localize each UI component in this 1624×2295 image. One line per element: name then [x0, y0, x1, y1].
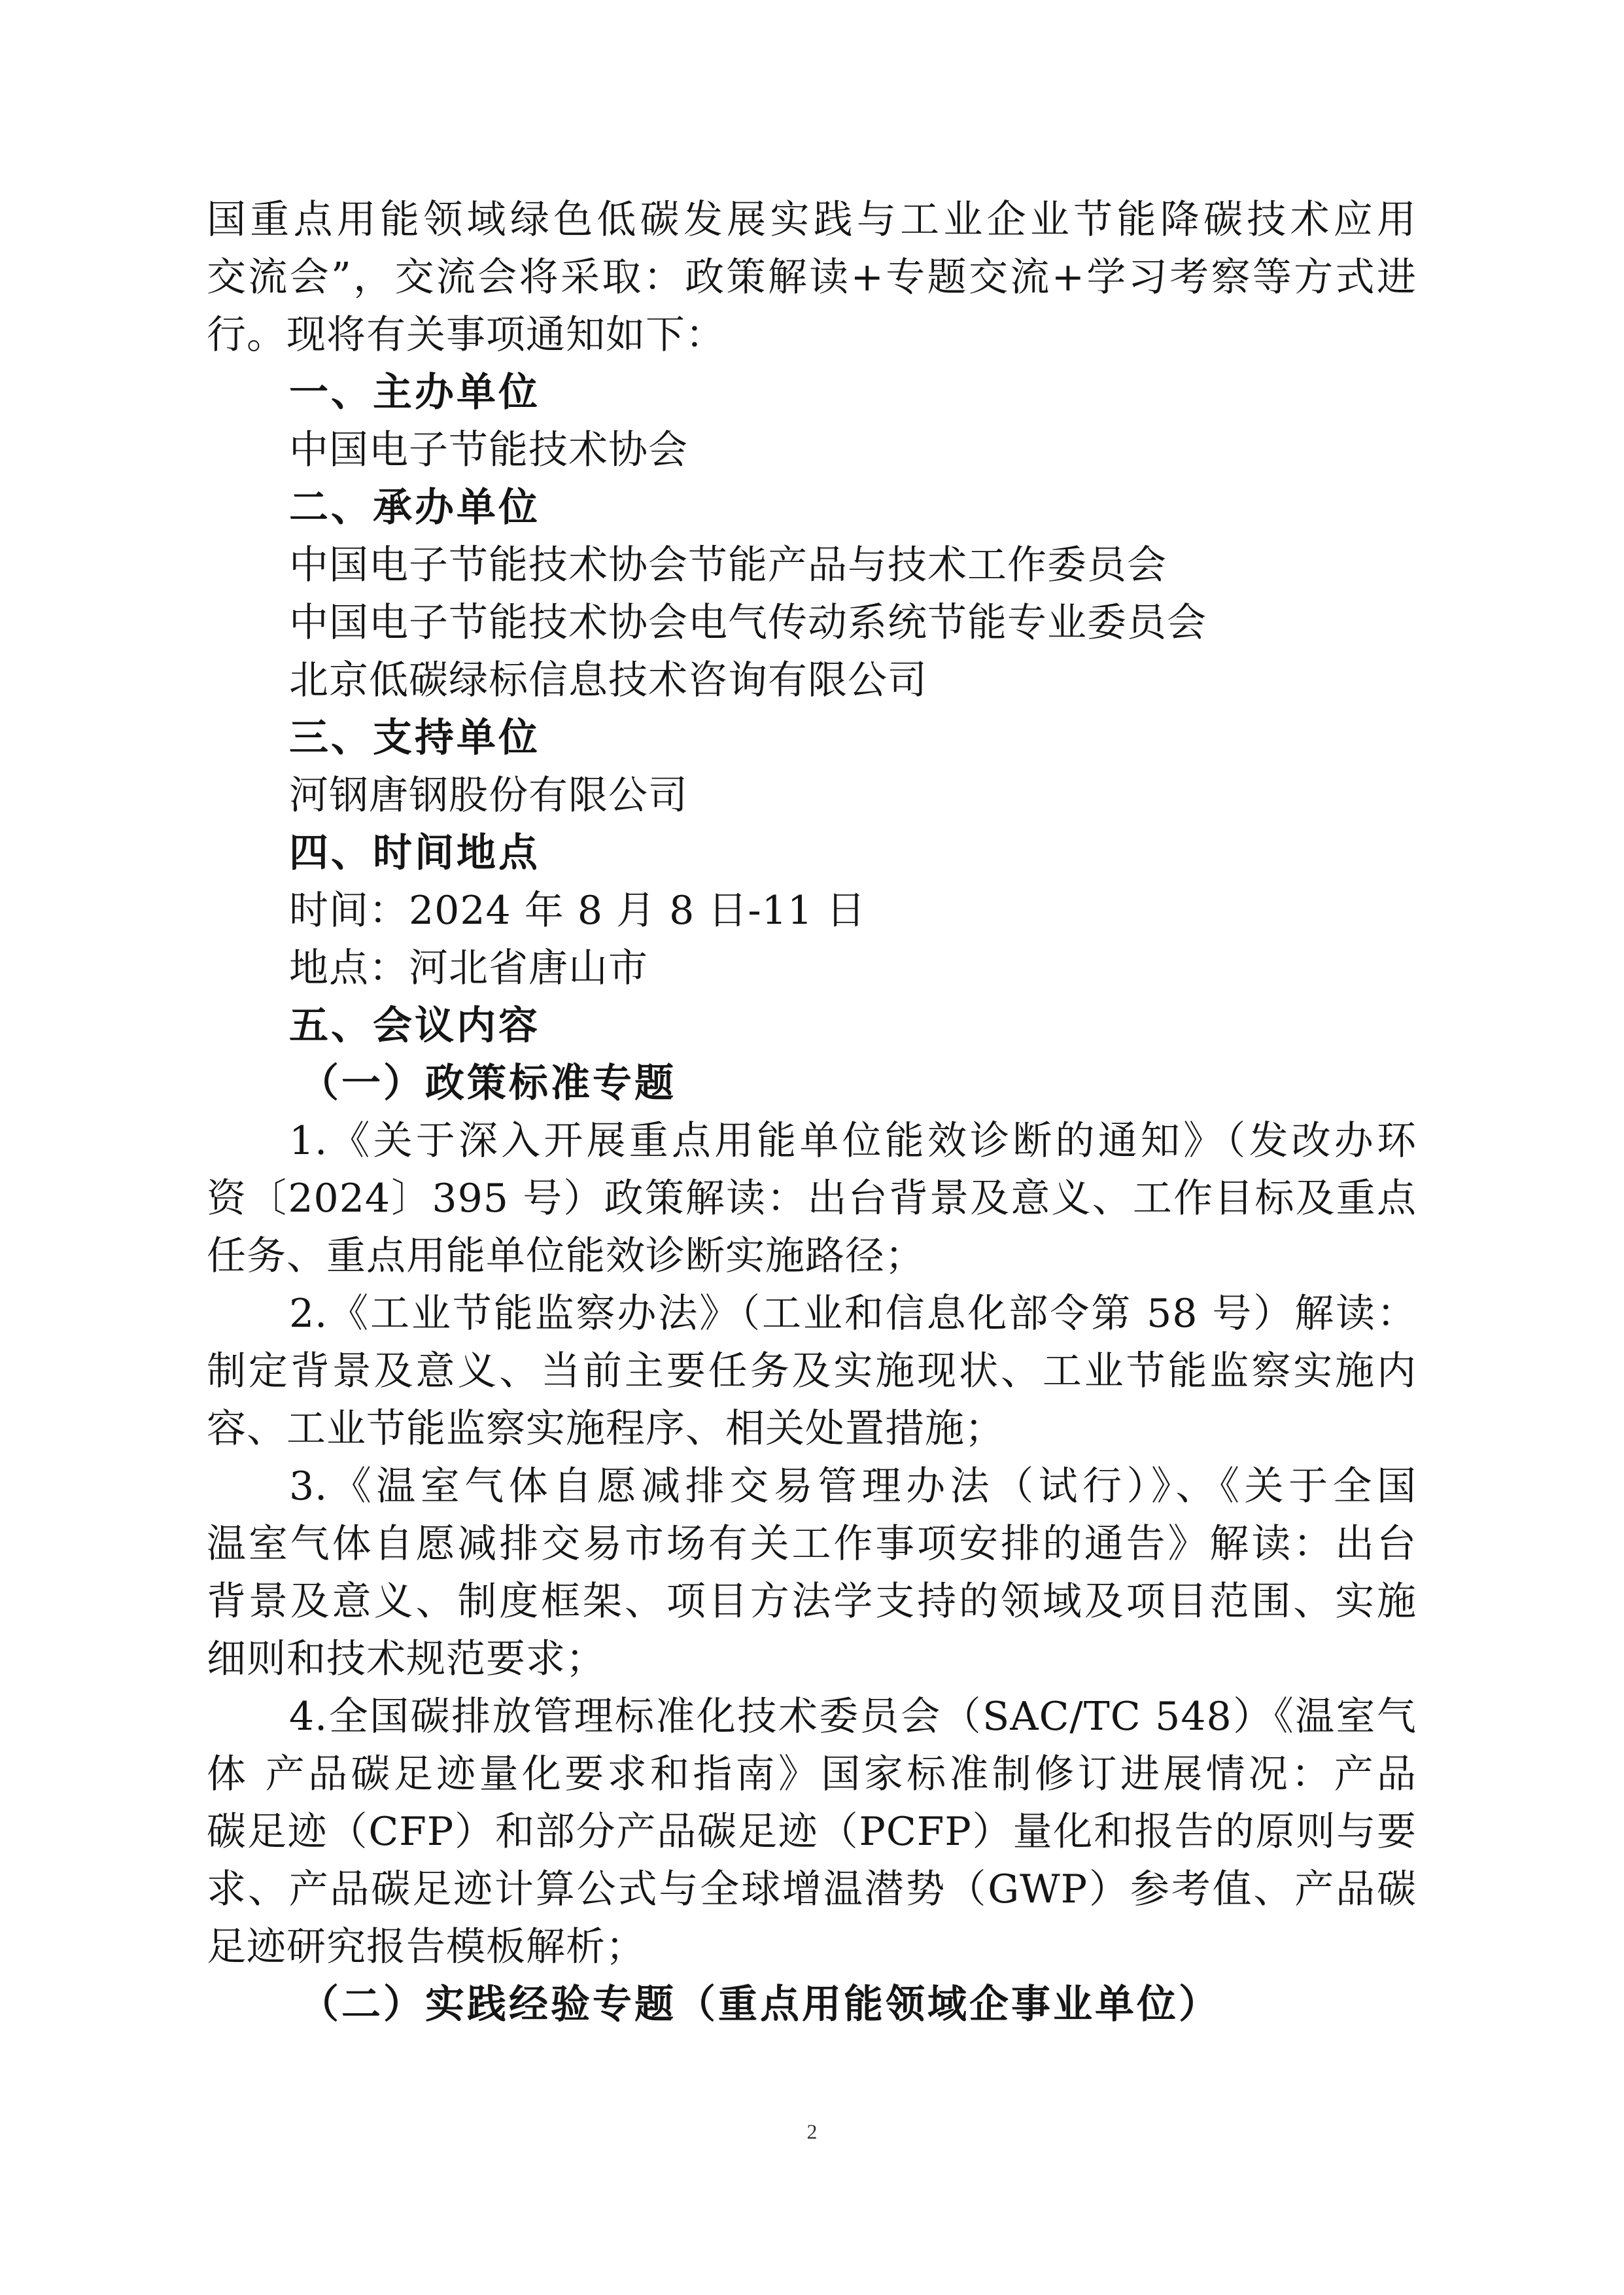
co-organizer-item: 中国电子节能技术协会电气传动系统节能专业委员会: [289, 600, 1207, 646]
subsection-heading-policy: （一）政策标准专题: [300, 1060, 676, 1106]
policy-item-4-line: 4.全国碳排放管理标准化技术委员会（SAC/TC 548）《温室气: [289, 1694, 1417, 1740]
intro-line: 国重点用能领域绿色低碳发展实践与工业企业节能降碳技术应用: [207, 197, 1417, 243]
co-organizer-item: 北京低碳绿标信息技术咨询有限公司: [289, 657, 927, 703]
policy-item-4-line: 足迹研究报告模板解析；: [207, 1924, 646, 1970]
section-heading-time-place: 四、时间地点: [289, 830, 540, 876]
policy-item-2-line: 容、工业节能监察实施程序、相关处置措施；: [207, 1406, 1005, 1452]
co-organizer-item: 中国电子节能技术协会节能产品与技术工作委员会: [289, 542, 1167, 588]
organizer-item: 中国电子节能技术协会: [289, 427, 688, 473]
supporter-item: 河钢唐钢股份有限公司: [289, 773, 688, 818]
intro-line: 行。现将有关事项通知如下：: [207, 312, 725, 358]
policy-item-1-line: 1.《关于深入开展重点用能单位能效诊断的通知》（发改办环: [289, 1118, 1417, 1164]
subsection-heading-practice: （二）实践经验专题（重点用能领域企事业单位）: [300, 1982, 1220, 2027]
policy-item-2-line: 2.《工业节能监察办法》（工业和信息化部令第 58 号）解读：: [289, 1291, 1417, 1337]
policy-item-4-line: 求、产品碳足迹计算公式与全球增温潜势（GWP）参考值、产品碳: [207, 1866, 1417, 1912]
section-heading-content: 五、会议内容: [289, 1003, 540, 1049]
policy-item-1-line: 任务、重点用能单位能效诊断实施路径；: [207, 1233, 925, 1279]
policy-item-3-line: 细则和技术规范要求；: [207, 1636, 606, 1682]
document-body: [207, 191, 1417, 2033]
section-heading-co-organizer: 二、承办单位: [289, 485, 540, 531]
policy-item-3-line: 背景及意义、制度框架、项目方法学支持的领域及项目范围、实施: [207, 1579, 1417, 1624]
policy-item-3-line: 3.《温室气体自愿减排交易管理办法（试行）》、《关于全国: [289, 1463, 1417, 1509]
meeting-time: 时间：2024 年 8 月 8 日-11 日: [289, 888, 867, 934]
policy-item-4-line: 体 产品碳足迹量化要求和指南》国家标准制修订进展情况：产品: [207, 1751, 1417, 1797]
policy-item-4-line: 碳足迹（CFP）和部分产品碳足迹（PCFP）量化和报告的原则与要: [207, 1809, 1417, 1855]
section-heading-organizer: 一、主办单位: [289, 370, 540, 415]
policy-item-2-line: 制定背景及意义、当前主要任务及实施现状、工业节能监察实施内: [207, 1348, 1417, 1394]
page-number: 2: [806, 2120, 818, 2143]
intro-line: 交流会”，交流会将采取：政策解读+专题交流+学习考察等方式进: [207, 254, 1417, 300]
meeting-place: 地点：河北省唐山市: [289, 945, 648, 991]
policy-item-1-line: 资〔2024〕395 号）政策解读：出台背景及意义、工作目标及重点: [207, 1176, 1417, 1221]
section-heading-supporter: 三、支持单位: [289, 715, 540, 761]
policy-item-3-line: 温室气体自愿减排交易市场有关工作事项安排的通告》解读：出台: [207, 1521, 1417, 1567]
